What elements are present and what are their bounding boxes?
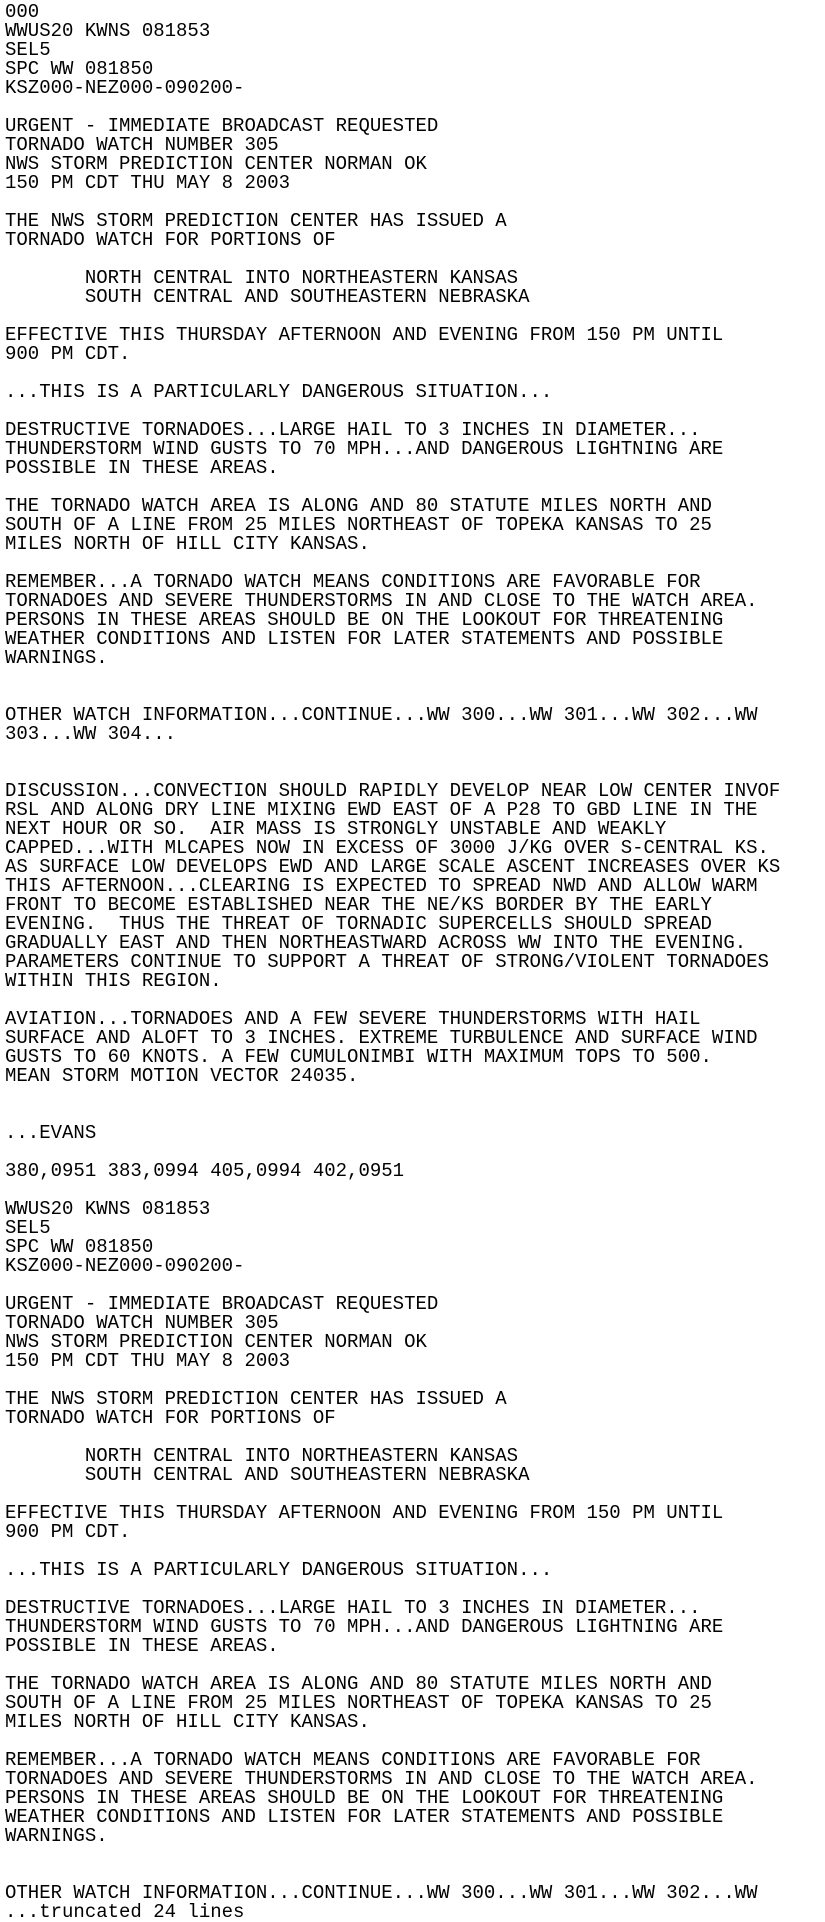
document-line: KSZ000-NEZ000-090200- <box>5 77 245 99</box>
document-line: FRONT TO BECOME ESTABLISHED NEAR THE NE/KS BORDER BY THE EARLY <box>5 894 712 916</box>
document-line: EFFECTIVE THIS THURSDAY AFTERNOON AND EVENING FROM 150 PM UNTIL <box>5 324 724 346</box>
document-line: THUNDERSTORM WIND GUSTS TO 70 MPH...AND DANGEROUS LIGHTNING ARE <box>5 438 724 460</box>
document-line: NORTH CENTRAL INTO NORTHEASTERN KANSAS <box>5 1445 519 1467</box>
document-line: SPC WW 081850 <box>5 58 154 80</box>
document-line: GUSTS TO 60 KNOTS. A FEW CUMULONIMBI WITH MAXIMUM TOPS TO 500. <box>5 1046 712 1068</box>
blank-line <box>5 744 780 763</box>
document-line: THUNDERSTORM WIND GUSTS TO 70 MPH...AND DANGEROUS LIGHTNING ARE <box>5 1616 724 1638</box>
document-line: WEATHER CONDITIONS AND LISTEN FOR LATER STATEMENTS AND POSSIBLE <box>5 628 724 650</box>
document-line: MILES NORTH OF HILL CITY KANSAS. <box>5 1711 370 1733</box>
document-line: OTHER WATCH INFORMATION...CONTINUE...WW 300...WW 301...WW 302...WW <box>5 1882 758 1904</box>
document-line: POSSIBLE IN THESE AREAS. <box>5 457 279 479</box>
document-line: NWS STORM PREDICTION CENTER NORMAN OK <box>5 153 427 175</box>
document-line: DESTRUCTIVE TORNADOES...LARGE HAIL TO 3 INCHES IN DIAMETER... <box>5 419 701 441</box>
document-line: WEATHER CONDITIONS AND LISTEN FOR LATER STATEMENTS AND POSSIBLE <box>5 1806 724 1828</box>
document-line: URGENT - IMMEDIATE BROADCAST REQUESTED <box>5 115 439 137</box>
document-line: AVIATION...TORNADOES AND A FEW SEVERE THUNDERSTORMS WITH HAIL <box>5 1008 701 1030</box>
document-line: SOUTH OF A LINE FROM 25 MILES NORTHEAST OF TOPEKA KANSAS TO 25 <box>5 514 712 536</box>
document-line: TORNADOES AND SEVERE THUNDERSTORMS IN AND CLOSE TO THE WATCH AREA. <box>5 1768 758 1790</box>
document-line: THE NWS STORM PREDICTION CENTER HAS ISSUED A <box>5 1388 507 1410</box>
truncation-notice: ...truncated 24 lines <box>5 1903 245 1922</box>
document-line: THE TORNADO WATCH AREA IS ALONG AND 80 STATUTE MILES NORTH AND <box>5 495 712 517</box>
document-line: TORNADO WATCH NUMBER 305 <box>5 1312 279 1334</box>
blank-line <box>5 668 780 687</box>
document-line: ...THIS IS A PARTICULARLY DANGEROUS SITUATION... <box>5 381 553 403</box>
document-line: SPC WW 081850 <box>5 1236 154 1258</box>
document-line: 303...WW 304... <box>5 723 177 745</box>
document-line: WWUS20 KWNS 081853 <box>5 1198 211 1220</box>
document-line: RSL AND ALONG DRY LINE MIXING EWD EAST OF A P28 TO GBD LINE IN THE <box>5 799 758 821</box>
text-document <box>5 3 780 1922</box>
document-line: CAPPED...WITH MLCAPES NOW IN EXCESS OF 3000 J/KG OVER S-CENTRAL KS. <box>5 837 769 859</box>
document-line: REMEMBER...A TORNADO WATCH MEANS CONDITIONS ARE FAVORABLE FOR <box>5 571 701 593</box>
document-line: NWS STORM PREDICTION CENTER NORMAN OK <box>5 1331 427 1353</box>
document-line: REMEMBER...A TORNADO WATCH MEANS CONDITIONS ARE FAVORABLE FOR <box>5 1749 701 1771</box>
document-line: POSSIBLE IN THESE AREAS. <box>5 1635 279 1657</box>
document-line: TORNADO WATCH FOR PORTIONS OF <box>5 1407 336 1429</box>
document-line: ...EVANS <box>5 1122 97 1144</box>
document-line: 900 PM CDT. <box>5 343 131 365</box>
document-line: THE TORNADO WATCH AREA IS ALONG AND 80 STATUTE MILES NORTH AND <box>5 1673 712 1695</box>
blank-line <box>5 1846 780 1865</box>
document-line: 380,0951 383,0994 405,0994 402,0951 <box>5 1160 405 1182</box>
document-line: NORTH CENTRAL INTO NORTHEASTERN KANSAS <box>5 267 519 289</box>
document-line: EVENING. THUS THE THREAT OF TORNADIC SUPERCELLS SHOULD SPREAD <box>5 913 712 935</box>
document-line: SOUTH CENTRAL AND SOUTHEASTERN NEBRASKA <box>5 1464 530 1486</box>
document-line: SOUTH CENTRAL AND SOUTHEASTERN NEBRASKA <box>5 286 530 308</box>
document-line: 150 PM CDT THU MAY 8 2003 <box>5 1350 291 1372</box>
document-line: 000 <box>5 1 40 23</box>
document-line: NEXT HOUR OR SO. AIR MASS IS STRONGLY UNSTABLE AND WEAKLY <box>5 818 667 840</box>
document-line: THIS AFTERNOON...CLEARING IS EXPECTED TO SPREAD NWD AND ALLOW WARM <box>5 875 758 897</box>
document-line: URGENT - IMMEDIATE BROADCAST REQUESTED <box>5 1293 439 1315</box>
document-line: PERSONS IN THESE AREAS SHOULD BE ON THE LOOKOUT FOR THREATENING <box>5 609 724 631</box>
document-line: OTHER WATCH INFORMATION...CONTINUE...WW 300...WW 301...WW 302...WW <box>5 704 758 726</box>
document-line: 150 PM CDT THU MAY 8 2003 <box>5 172 291 194</box>
document-line: TORNADO WATCH NUMBER 305 <box>5 134 279 156</box>
document-line: SEL5 <box>5 39 51 61</box>
document-line: MEAN STORM MOTION VECTOR 24035. <box>5 1065 359 1087</box>
document-line: PARAMETERS CONTINUE TO SUPPORT A THREAT OF STRONG/VIOLENT TORNADOES <box>5 951 769 973</box>
document-line: TORNADOES AND SEVERE THUNDERSTORMS IN AND CLOSE TO THE WATCH AREA. <box>5 590 758 612</box>
document-line: MILES NORTH OF HILL CITY KANSAS. <box>5 533 370 555</box>
document-line: EFFECTIVE THIS THURSDAY AFTERNOON AND EVENING FROM 150 PM UNTIL <box>5 1502 724 1524</box>
document-line: GRADUALLY EAST AND THEN NORTHEASTWARD ACROSS WW INTO THE EVENING. <box>5 932 747 954</box>
document-line: DESTRUCTIVE TORNADOES...LARGE HAIL TO 3 INCHES IN DIAMETER... <box>5 1597 701 1619</box>
document-line: DISCUSSION...CONVECTION SHOULD RAPIDLY DEVELOP NEAR LOW CENTER INVOF <box>5 780 781 802</box>
document-line: KSZ000-NEZ000-090200- <box>5 1255 245 1277</box>
blank-line <box>5 1086 780 1105</box>
document-line: SURFACE AND ALOFT TO 3 INCHES. EXTREME TURBULENCE AND SURFACE WIND <box>5 1027 758 1049</box>
document-line: 900 PM CDT. <box>5 1521 131 1543</box>
document-line: AS SURFACE LOW DEVELOPS EWD AND LARGE SCALE ASCENT INCREASES OVER KS <box>5 856 781 878</box>
document-line: WITHIN THIS REGION. <box>5 970 222 992</box>
document-line: WARNINGS. <box>5 1825 108 1847</box>
document-line: PERSONS IN THESE AREAS SHOULD BE ON THE LOOKOUT FOR THREATENING <box>5 1787 724 1809</box>
document-line: TORNADO WATCH FOR PORTIONS OF <box>5 229 336 251</box>
document-line: SEL5 <box>5 1217 51 1239</box>
document-line: WARNINGS. <box>5 647 108 669</box>
document-line: ...THIS IS A PARTICULARLY DANGEROUS SITUATION... <box>5 1559 553 1581</box>
blank-line <box>5 1105 780 1124</box>
document-line: SOUTH OF A LINE FROM 25 MILES NORTHEAST OF TOPEKA KANSAS TO 25 <box>5 1692 712 1714</box>
document-line: THE NWS STORM PREDICTION CENTER HAS ISSUED A <box>5 210 507 232</box>
document-line: WWUS20 KWNS 081853 <box>5 20 211 42</box>
